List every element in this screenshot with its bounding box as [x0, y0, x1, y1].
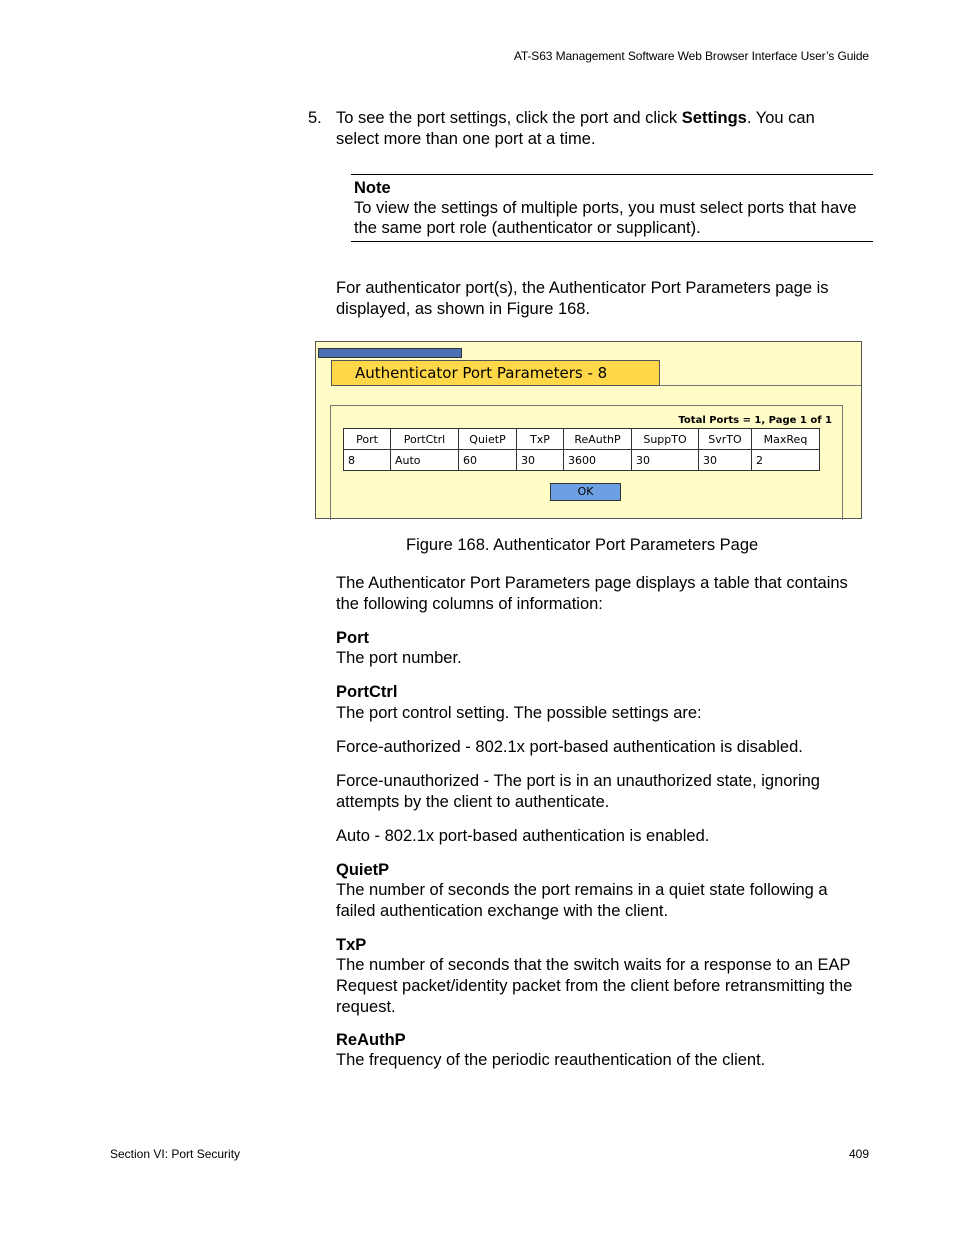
column-header: SvrTO: [699, 429, 752, 450]
term-port: Port: [336, 629, 369, 647]
step-text-start: To see the port settings, click the port and click: [336, 109, 682, 127]
figure-table-panel: [330, 405, 843, 520]
table-row[interactable]: [344, 450, 820, 471]
column-header: SuppTO: [632, 429, 699, 450]
step-text-end: . You can select more than one port at a time.: [336, 109, 815, 148]
table-cell: 8: [344, 450, 391, 471]
portctrl-option-force-unauthorized: Force-unauthorized - The port is in an unauthorized state, ignoring attempts by the client to authenticate.: [336, 772, 820, 811]
column-header: MaxReq: [752, 429, 820, 450]
figure-tab-strip: [318, 348, 462, 358]
port-parameters-table: [343, 428, 820, 471]
column-header: PortCtrl: [391, 429, 459, 450]
term-portctrl: PortCtrl: [336, 683, 398, 701]
desc-quietp: The number of seconds the port remains in a quiet state following a failed authentication exchange with the client.: [336, 881, 828, 920]
note-title: Note: [354, 179, 391, 197]
figure-page-title: Authenticator Port Parameters - 8: [331, 360, 660, 386]
table-cell: 30: [632, 450, 699, 471]
column-header: TxP: [517, 429, 564, 450]
portctrl-option-auto: Auto - 802.1x port-based authentication is enabled.: [336, 827, 710, 845]
table-cell: 30: [517, 450, 564, 471]
desc-portctrl: The port control setting. The possible settings are:: [336, 704, 702, 722]
desc-port: The port number.: [336, 649, 462, 667]
step-number: 5.: [308, 109, 322, 127]
column-header: ReAuthP: [564, 429, 632, 450]
portctrl-option-force-authorized: Force-authorized - 802.1x port-based authentication is disabled.: [336, 738, 803, 756]
table-intro-paragraph: The Authenticator Port Parameters page displays a table that contains the following columns of information:: [336, 574, 848, 613]
desc-txp: The number of seconds that the switch waits for a response to an EAP Request packet/identity packet from the client before retransmitting the request.: [336, 956, 853, 1016]
ok-button[interactable]: OK: [550, 483, 621, 501]
step-text: [336, 108, 856, 150]
table-header-row: [344, 429, 820, 450]
table-cell: 60: [459, 450, 517, 471]
figure-title-rule: [660, 385, 861, 386]
footer-section: Section VI: Port Security: [110, 1147, 241, 1161]
desc-reauthp: The frequency of the periodic reauthentication of the client.: [336, 1051, 766, 1069]
intro-paragraph: For authenticator port(s), the Authenticator Port Parameters page is displayed, as shown in Figure 168.: [336, 279, 829, 318]
column-header: QuietP: [459, 429, 517, 450]
table-cell: 2: [752, 450, 820, 471]
running-header: AT-S63 Management Software Web Browser Interface User’s Guide: [513, 49, 869, 63]
table-cell: Auto: [391, 450, 459, 471]
column-header: Port: [344, 429, 391, 450]
term-reauthp: ReAuthP: [336, 1031, 406, 1049]
figure-caption: Figure 168. Authenticator Port Parameters Page: [406, 536, 759, 554]
table-cell: 3600: [564, 450, 632, 471]
term-quietp: QuietP: [336, 861, 390, 879]
note-box: [351, 174, 873, 242]
footer-page-number: 409: [848, 1147, 869, 1161]
figure-screenshot: [315, 341, 862, 519]
total-ports-label: Total Ports = 1, Page 1 of 1: [678, 415, 832, 426]
note-text: To view the settings of multiple ports, you must select ports that have the same port role (authenticator or supplicant).: [354, 199, 857, 237]
table-cell: 30: [699, 450, 752, 471]
step-bold-settings: Settings: [681, 109, 747, 127]
term-txp: TxP: [336, 936, 367, 954]
